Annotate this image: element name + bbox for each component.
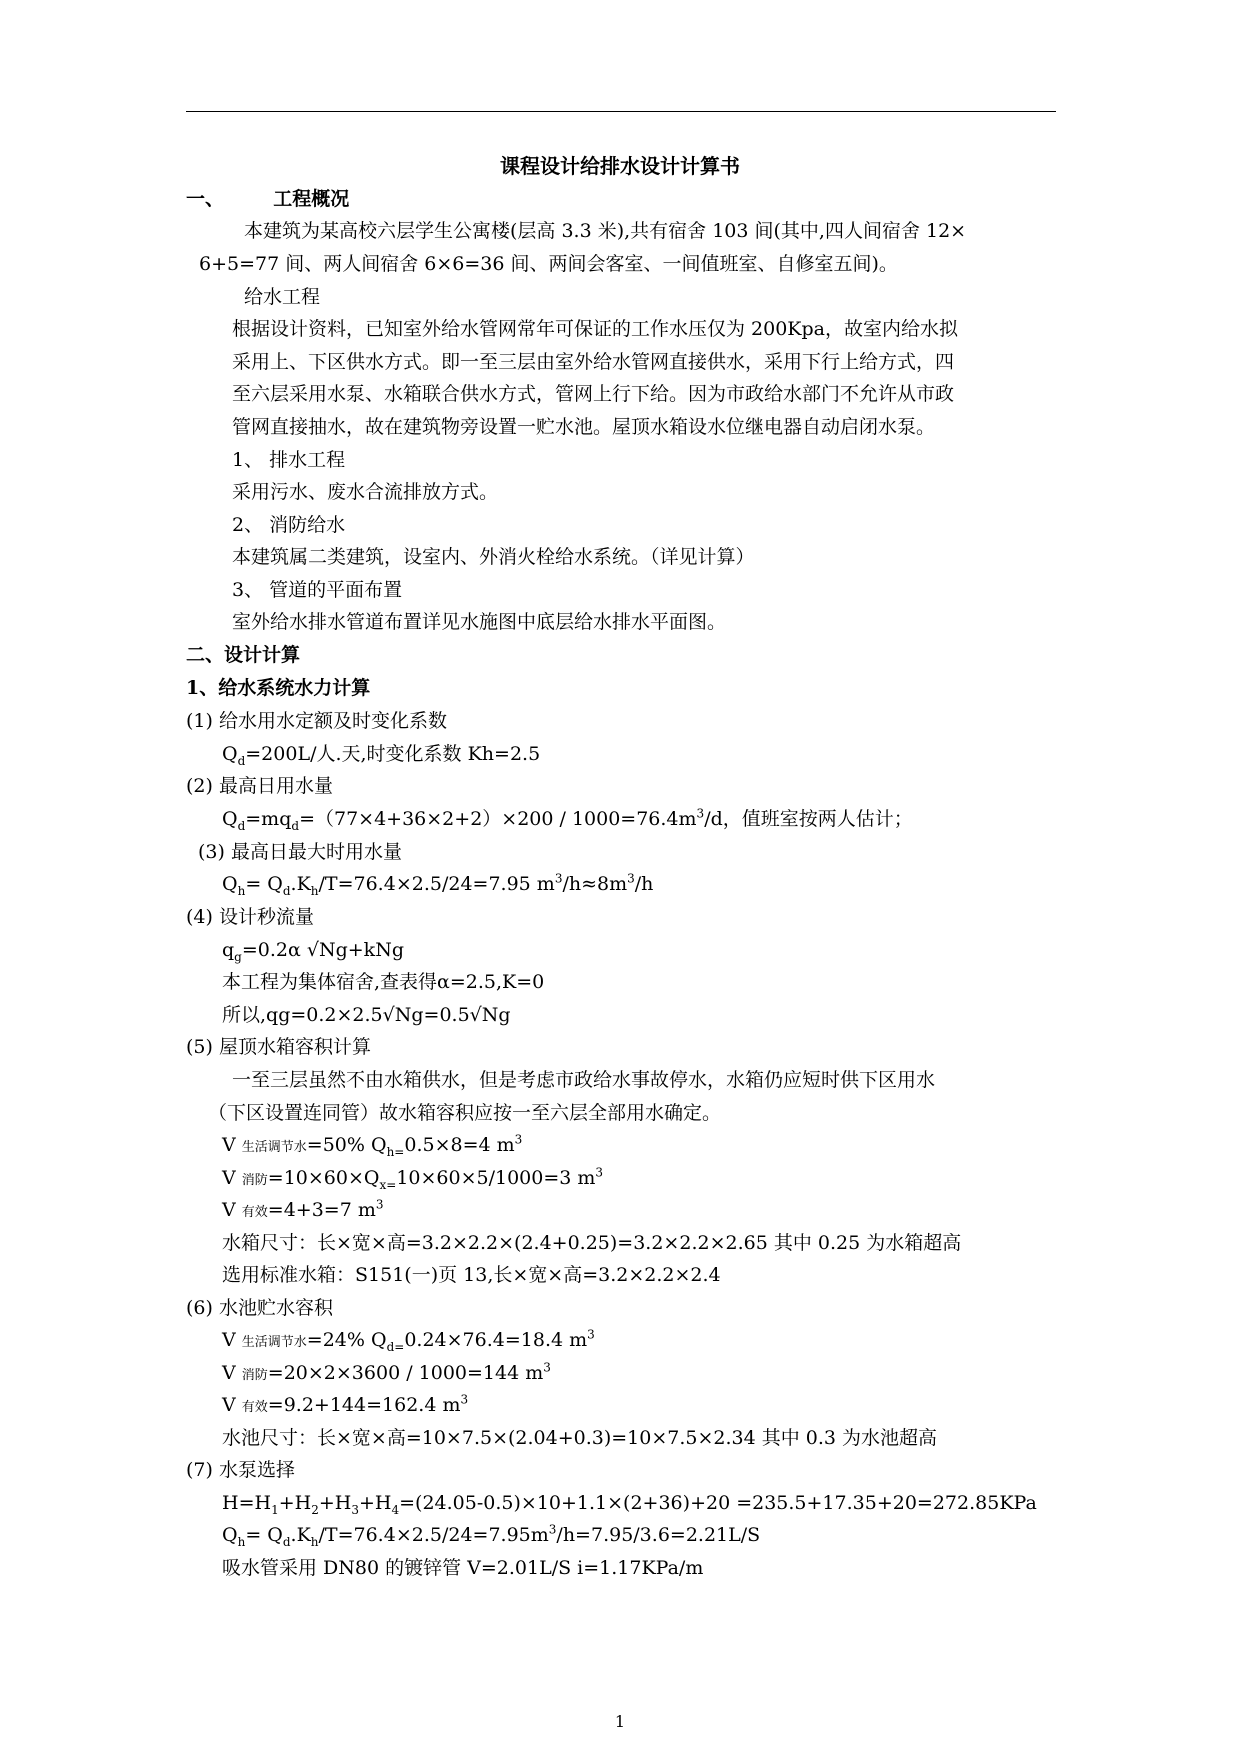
section-1-title: 工程概况 bbox=[273, 188, 350, 210]
item-2-title: (2) 最高日用水量 bbox=[186, 775, 333, 797]
item-2-formula: $Q_d=mq_d=(77\times 4+36\times 2+2)\times 200 / 1000=76.4m^3/d$，值班室按两人估计； bbox=[222, 806, 913, 833]
header-rule bbox=[186, 111, 1056, 112]
item-5-paragraph-2: （下区设置连同管）故水箱容积应按一至六层全部用水确定。 bbox=[208, 1102, 722, 1124]
item-5-paragraph-1: 一至三层虽然不由水箱供水，但是考虑市政给水事故停水，水箱仍应短时供下区用水 bbox=[232, 1069, 936, 1091]
water-supply-line-4: 管网直接抽水，故在建筑物旁设置一贮水池。屋顶水箱设水位继电器自动启闭水泵。 bbox=[232, 416, 936, 438]
item-4-formula-3: 所以,qg=0.2×2.5√Ng=0.5√Ng bbox=[222, 1004, 511, 1026]
item-6-volume-fire: V 消防=20×2×3600 / 1000=144 $m^3$ bbox=[222, 1360, 551, 1384]
overview-line-1: 本建筑为某高校六层学生公寓楼(层高 3.3 米),共有宿舍 103 间(其中,四人间宿舍 12× bbox=[244, 220, 967, 242]
water-supply-line-3: 至六层采用水泵、水箱联合供水方式，管网上行下给。因为市政给水部门不允许从市政 bbox=[232, 383, 955, 405]
fire-heading: 2、 消防给水 bbox=[232, 514, 346, 536]
water-supply-line-2: 采用上、下区供水方式。即一至三层由室外给水管网直接供水，采用下行上给方式，四 bbox=[232, 351, 955, 373]
item-5-volume-living: V 生活调节水=50% $Q_{h=}0.5\times 8=4$ $m^3$ bbox=[222, 1132, 523, 1159]
section-1-heading bbox=[186, 188, 349, 210]
layout-heading: 3、 管道的平面布置 bbox=[232, 579, 403, 601]
item-1-formula: $Q_d=200L/$人.天,时变化系数 Kh=2.5 bbox=[222, 743, 541, 768]
item-6-volume-living: V 生活调节水=24% $Q_{d=}0.24\times 76.4=18.4$ $m^3$ bbox=[222, 1327, 595, 1354]
item-5-volume-effective: V 有效=4+3=7 $m^3$ bbox=[222, 1197, 384, 1221]
item-5-standard-tank: 选用标准水箱：S151(一)页 13,长×宽×高=3.2×2.2×2.4 bbox=[222, 1264, 721, 1286]
document-title: 课程设计给排水设计计算书 bbox=[500, 154, 740, 178]
item-6-title: (6) 水池贮水容积 bbox=[186, 1297, 333, 1319]
overview-line-2: 6+5=77 间、两人间宿舍 6×6=36 间、两间会客室、一间值班室、自修室五间)。 bbox=[199, 253, 898, 275]
item-3-title: (3) 最高日最大时用水量 bbox=[198, 841, 402, 863]
item-7-flow-formula: $Q_h= Q_d.K_h/T=76.4\times 2.5/24=7.95m^3/h=7.95/3.6=2.21L/S$ bbox=[222, 1522, 761, 1549]
section-1-number: 一、 bbox=[186, 188, 225, 210]
water-supply-line-1: 根据设计资料，已知室外给水管网常年可保证的工作水压仅为 200Kpa，故室内给水拟 bbox=[232, 318, 958, 340]
drainage-text: 采用污水、废水合流排放方式。 bbox=[232, 481, 499, 503]
item-6-volume-effective: V 有效=9.2+144=162.4 $m^3$ bbox=[222, 1392, 469, 1416]
item-5-title: (5) 屋顶水箱容积计算 bbox=[186, 1036, 371, 1058]
section-2-heading: 二、设计计算 bbox=[186, 644, 301, 666]
item-6-pool-size: 水池尺寸：长×宽×高=10×7.5×(2.04+0.3)=10×7.5×2.34 其中 0.3 为水池超高 bbox=[222, 1427, 938, 1449]
item-5-tank-size: 水箱尺寸：长×宽×高=3.2×2.2×(2.4+0.25)=3.2×2.2×2.65 其中 0.25 为水箱超高 bbox=[222, 1232, 962, 1254]
item-4-formula-2: 本工程为集体宿舍,查表得α=2.5,K=0 bbox=[222, 971, 545, 993]
item-7-title: (7) 水泵选择 bbox=[186, 1459, 295, 1481]
item-5-volume-fire: V 消防$=10\times 60\times Q_{x=}10\times 60\times 5/1000=3$ $m^3$ bbox=[222, 1165, 604, 1192]
subsection-1-heading: 1、给水系统水力计算 bbox=[186, 677, 371, 699]
item-7-suction-pipe: 吸水管采用 DN80 的镀锌管 V=2.01L/S i=1.17KPa/m bbox=[222, 1557, 704, 1579]
item-4-title: (4) 设计秒流量 bbox=[186, 906, 314, 928]
drainage-heading: 1、 排水工程 bbox=[232, 449, 346, 471]
water-supply-heading: 给水工程 bbox=[244, 286, 321, 308]
page-number: 1 bbox=[614, 1712, 626, 1731]
item-7-head-formula: $H=H_1+H_2+H_3+H_4=(24.05-0.5)\times 10+1.1\times(2+36)+20 =235.5+17.35+20=272.85KPa$ bbox=[222, 1492, 1037, 1517]
item-3-formula: $Q_h= Q_d.K_h/T=76.4\times 2.5/24=7.95$ $m^3/h\approx 8m^3/h$ bbox=[222, 871, 654, 898]
item-4-formula-1: $q_g=0.2\alpha$ √Ng+kNg bbox=[222, 939, 404, 964]
layout-text: 室外给水排水管道布置详见水施图中底层给水排水平面图。 bbox=[232, 611, 727, 633]
fire-text: 本建筑属二类建筑，设室内、外消火栓给水系统。（详见计算） bbox=[232, 546, 755, 568]
item-1-title: (1) 给水用水定额及时变化系数 bbox=[186, 710, 447, 732]
